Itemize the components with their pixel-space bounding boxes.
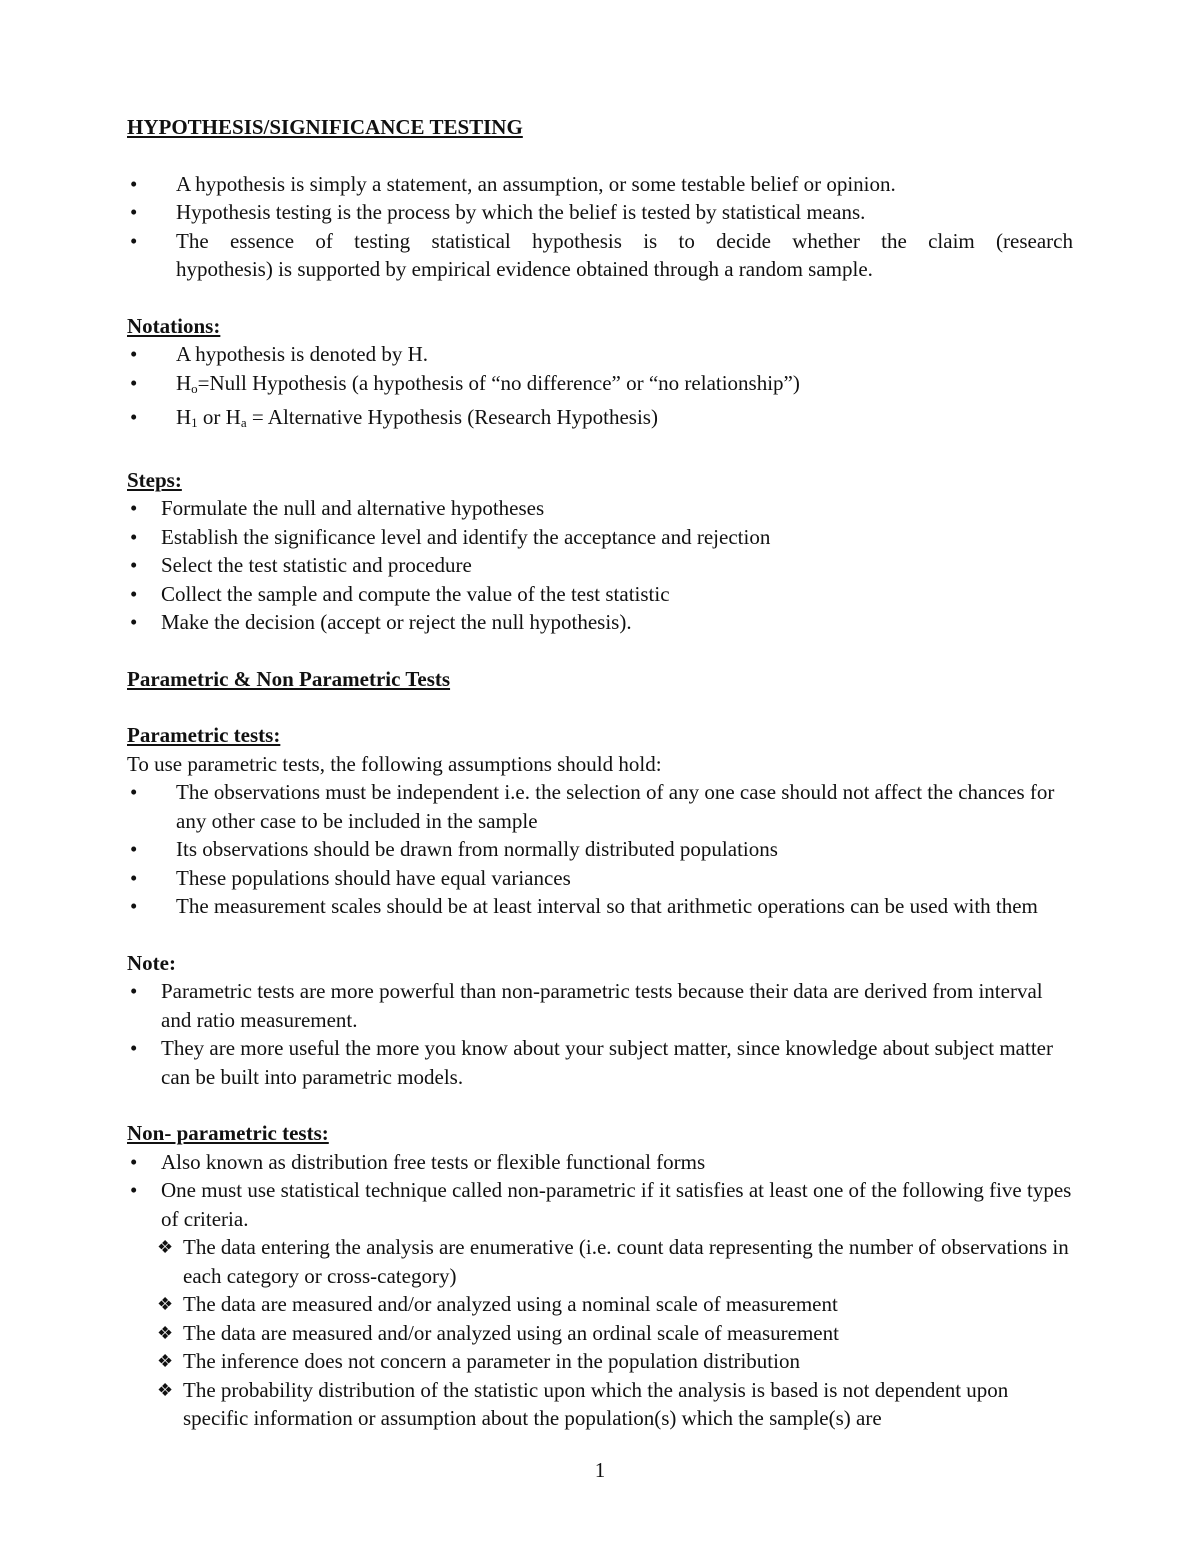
bullet-icon: • — [130, 581, 138, 606]
spacer — [127, 1091, 1073, 1119]
list-item — [127, 340, 1073, 369]
parametric-list — [127, 778, 1073, 921]
list-item — [127, 403, 1073, 438]
document-title: HYPOTHESIS/SIGNIFICANCE TESTING — [127, 115, 523, 139]
criteria-text: The data entering the analysis are enumerative (i.e. count data representing the number of observations in each category or cross-category) — [183, 1235, 1069, 1288]
list-item — [127, 1319, 1073, 1348]
list-item — [127, 170, 1073, 199]
step-text: Make the decision (accept or reject the null hypothesis). — [161, 610, 632, 634]
parametric-text: These populations should have equal variances — [176, 865, 571, 890]
criteria-text: The probability distribution of the statistic upon which the analysis is based is not dependent upon specific information or assumption about the population(s) which the sample(s) are — [183, 1377, 1009, 1430]
note-list — [127, 977, 1073, 1091]
bullet-icon: • — [130, 979, 138, 1003]
intro-text-4: hypothesis) is supported by empirical evidence obtained through a random sample. — [176, 257, 873, 281]
criteria-text: The data are measured and/or analyzed using a nominal scale of measurement — [183, 1292, 838, 1316]
bullet-icon: • — [130, 610, 138, 634]
step-text: Select the test statistic and procedure — [161, 553, 472, 577]
list-item — [127, 608, 1073, 637]
step-text: Collect the sample and compute the value of the test statistic — [161, 581, 670, 606]
nonparametric-list — [127, 1148, 1073, 1234]
spacer — [127, 438, 1073, 466]
notations-list — [127, 340, 1073, 438]
list-item — [127, 1290, 1073, 1319]
diamond-bullet-icon: ❖ — [157, 1379, 174, 1400]
diamond-bullet-icon: ❖ — [157, 1294, 174, 1314]
bullet-icon: • — [130, 524, 138, 549]
intro-text-1: A hypothesis is simply a statement, an assumption, or some testable belief or opinion. — [176, 171, 896, 196]
list-item — [127, 369, 1073, 404]
note-text: They are more useful the more you know about your subject matter, since knowledge about subject matter can be built into parametric models. — [161, 1036, 1053, 1089]
criteria-list — [127, 1233, 1073, 1433]
steps-heading: Steps: — [127, 467, 182, 492]
nonparametric-text: One must use statistical technique called non-parametric if it satisfies at least one of the following five types of criteria. — [161, 1178, 1072, 1231]
list-item — [127, 778, 1073, 835]
bullet-icon: • — [130, 837, 138, 861]
list-item — [127, 977, 1073, 1034]
page-number: 1 — [594, 1458, 606, 1482]
bullet-icon: • — [130, 200, 138, 224]
bullet-icon: • — [130, 894, 138, 918]
list-item — [127, 1148, 1073, 1177]
notation-text-2: =Null Hypothesis (a hypothesis of “no difference” or “no relationship”) — [197, 370, 800, 395]
list-item — [127, 1347, 1073, 1376]
notation-subscript: a — [240, 415, 247, 430]
notation-text-3a: or H — [197, 405, 241, 429]
note-text: Parametric tests are more powerful than non-parametric tests because their data are derived from interval and ratio measurement. — [161, 979, 1043, 1032]
bullet-icon: • — [130, 1178, 138, 1202]
diamond-bullet-icon: ❖ — [157, 1322, 174, 1343]
list-item — [127, 1034, 1073, 1091]
parametric-text: The observations must be independent i.e. the selection of any one case should not affect the chances for any other case to be included in the sample — [176, 780, 1055, 833]
bullet-icon: • — [130, 405, 138, 429]
step-text: Formulate the null and alternative hypotheses — [161, 496, 545, 520]
intro-text-3: The essence of testing statistical hypothesis is to decide whether the claim (research — [176, 228, 1073, 253]
list-item — [127, 227, 1073, 284]
parametric-text: Its observations should be drawn from normally distributed populations — [176, 837, 778, 861]
step-text: Establish the significance level and identify the acceptance and rejection — [161, 524, 771, 549]
bullet-icon: • — [130, 342, 138, 366]
notation-h-symbol: H — [176, 370, 192, 395]
criteria-text: The inference does not concern a parameter in the population distribution — [183, 1349, 800, 1373]
notation-subscript: 1 — [191, 415, 198, 430]
list-item — [127, 198, 1073, 227]
intro-text-2: Hypothesis testing is the process by which the belief is tested by statistical means. — [176, 200, 866, 224]
criteria-text: The data are measured and/or analyzed using an ordinal scale of measurement — [183, 1320, 839, 1345]
list-item — [127, 864, 1073, 893]
list-item — [127, 892, 1073, 921]
bullet-icon: • — [130, 780, 138, 804]
section-heading: Parametric & Non Parametric Tests — [127, 666, 451, 691]
list-item — [127, 580, 1073, 609]
nonparametric-text: Also known as distribution free tests or flexible functional forms — [161, 1149, 706, 1174]
intro-list — [127, 170, 1073, 284]
note-heading: Note: — [127, 950, 176, 975]
bullet-icon: • — [130, 1036, 138, 1060]
list-item — [127, 551, 1073, 580]
spacer — [127, 637, 1073, 665]
list-item — [127, 835, 1073, 864]
bullet-icon: • — [130, 228, 138, 253]
spacer — [127, 284, 1073, 312]
list-item — [127, 494, 1073, 523]
list-item — [127, 1176, 1073, 1233]
bullet-icon: • — [130, 370, 138, 395]
list-item — [127, 1376, 1073, 1433]
bullet-icon: • — [130, 171, 138, 196]
diamond-bullet-icon: ❖ — [157, 1237, 174, 1257]
spacer — [127, 693, 1073, 721]
list-item — [127, 1233, 1073, 1290]
parametric-intro: To use parametric tests, the following assumptions should hold: — [127, 751, 662, 776]
parametric-heading: Parametric tests: — [127, 723, 281, 747]
bullet-icon: • — [130, 553, 138, 577]
notation-subscript: o — [191, 380, 198, 396]
steps-list — [127, 494, 1073, 637]
spacer — [127, 921, 1073, 949]
notations-heading: Notations: — [127, 313, 221, 338]
page-content — [127, 113, 1073, 1433]
list-item — [127, 523, 1073, 552]
notation-text-1: A hypothesis is denoted by H. — [176, 342, 428, 366]
notation-h-symbol: H — [176, 405, 192, 429]
nonparametric-heading: Non- parametric tests: — [127, 1121, 329, 1145]
diamond-bullet-icon: ❖ — [157, 1351, 174, 1371]
bullet-icon: • — [130, 1149, 138, 1174]
bullet-icon: • — [130, 496, 138, 520]
parametric-text: The measurement scales should be at least interval so that arithmetic operations can be used with them — [176, 894, 1038, 918]
bullet-icon: • — [130, 865, 138, 890]
notation-text-3b: = Alternative Hypothesis (Research Hypothesis) — [246, 405, 658, 429]
